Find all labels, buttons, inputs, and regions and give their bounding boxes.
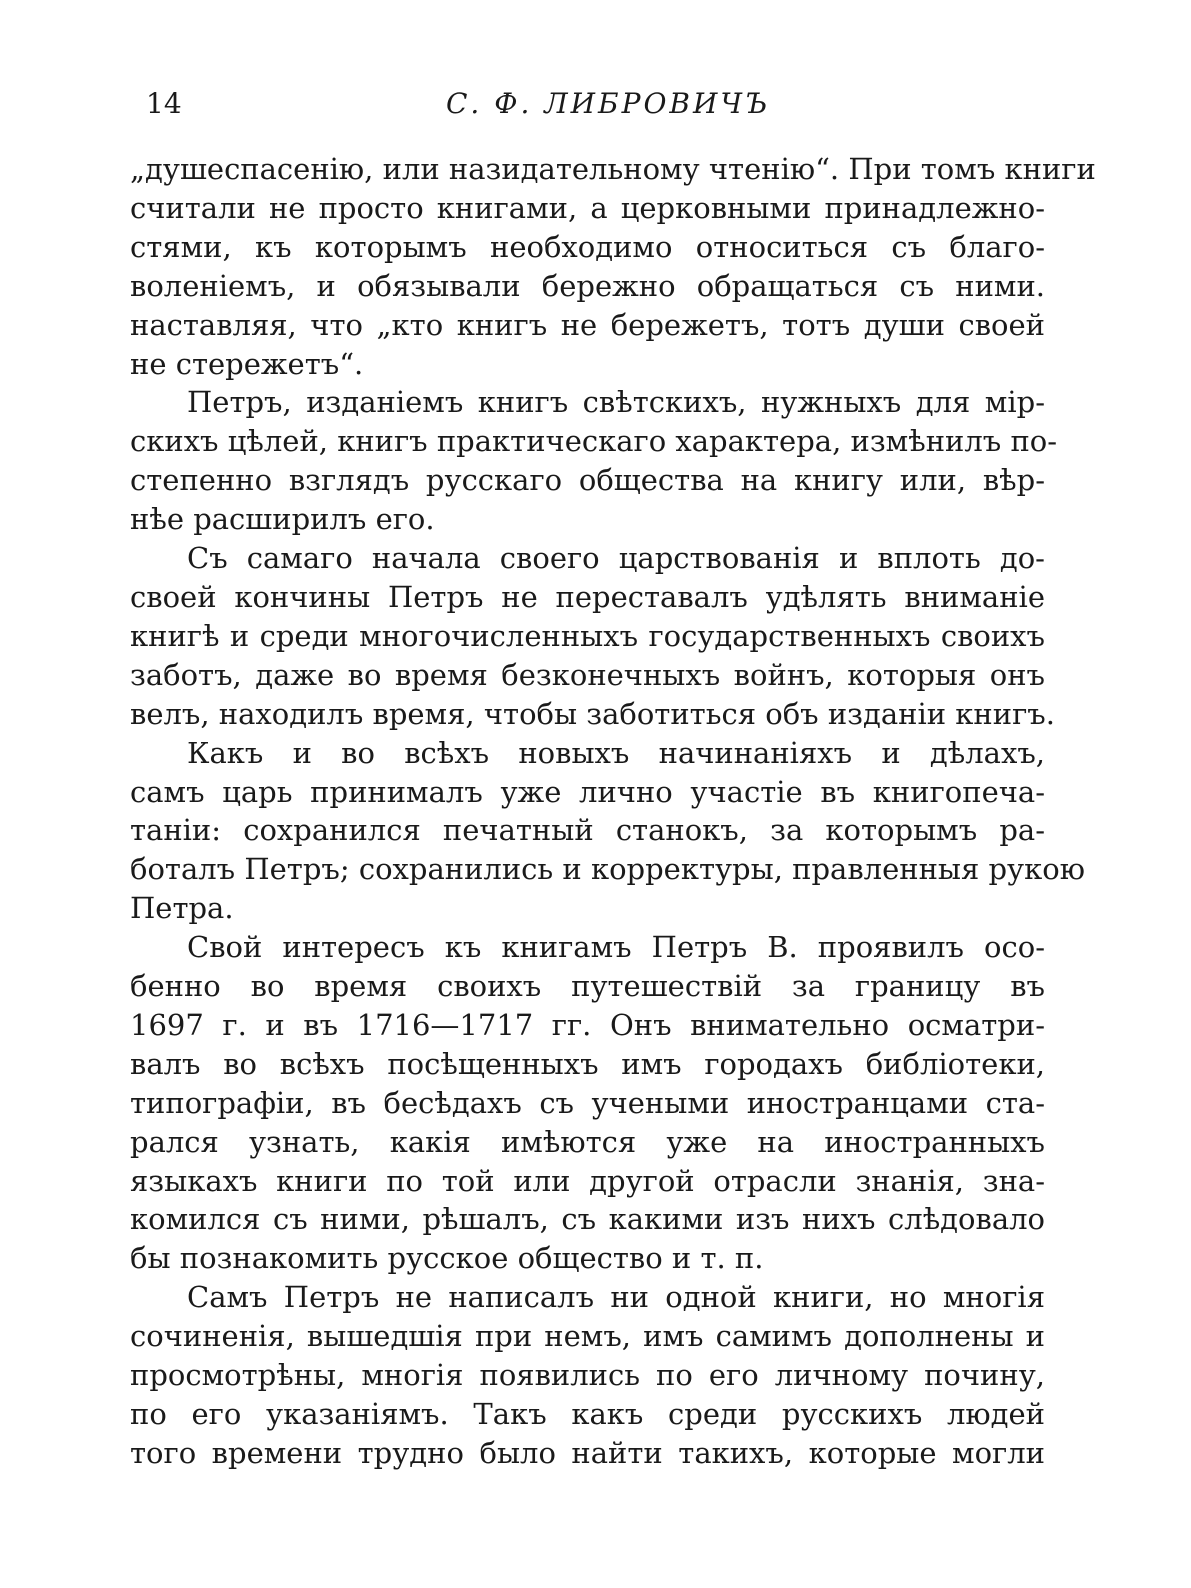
text-line: типографіи, въ бесѣдахъ съ учеными иностранцами ста- — [130, 1085, 1045, 1120]
paragraph — [130, 928, 1045, 1278]
text-line: валъ во всѣхъ посѣщенныхъ имъ городахъ библіотеки, — [130, 1046, 1045, 1081]
text-line: просмотрѣны, многія появились по его личному почину, — [130, 1358, 1045, 1393]
paragraph — [130, 734, 1085, 929]
text-line: книгѣ и среди многочисленныхъ государственныхъ своихъ — [130, 618, 1045, 653]
text-line: того времени трудно было найти такихъ, которые могли — [130, 1435, 1045, 1470]
text-line: стями, къ которымъ необходимо относиться съ благо- — [130, 229, 1045, 264]
text-line: Петръ, изданіемъ книгъ свѣтскихъ, нужныхъ для мір- — [187, 385, 1045, 420]
running-title: С. Ф. ЛИБРОВИЧЪ — [446, 87, 771, 120]
text-line: Какъ и во всѣхъ новыхъ начинаніяхъ и дѣлахъ, — [187, 735, 1045, 770]
text-line: воленіемъ, и обязывали бережно обращаться съ ними. — [130, 268, 1045, 303]
paragraph — [130, 1278, 1045, 1473]
text-line: бенно во время своихъ путешествій за границу въ — [130, 969, 1045, 1004]
text-line: боталъ Петръ; сохранились и корректуры, правленныя рукою — [130, 852, 1085, 887]
page-header — [146, 84, 1046, 124]
text-line: своей кончины Петръ не переставалъ удѣлять вниманіе — [130, 579, 1045, 614]
text-line: самъ царь принималъ уже лично участіе въ книгопеча- — [130, 774, 1045, 809]
text-line: велъ, находилъ время, чтобы заботиться объ изданіи книгъ. — [130, 696, 1055, 731]
text-line: нѣе расширилъ его. — [130, 502, 435, 537]
body-text — [130, 150, 1096, 1473]
text-line: „душеспасенію, или назидательному чтенію“. При томъ книги — [130, 152, 1096, 186]
text-line: таніи: сохранился печатный станокъ, за которымъ ра- — [130, 813, 1045, 848]
text-line: не стережетъ“. — [130, 346, 364, 381]
text-line: 1697 г. и въ 1716—1717 гг. Онъ внимательно осматри- — [130, 1007, 1045, 1042]
paragraph — [130, 539, 1055, 734]
text-line: бы познакомить русское общество и т. п. — [130, 1241, 764, 1276]
text-line: Свой интересъ къ книгамъ Петръ В. проявилъ осо- — [187, 930, 1045, 965]
text-line: Самъ Петръ не написалъ ни одной книги, но многія — [187, 1280, 1045, 1315]
paragraph — [130, 383, 1058, 539]
text-line: сочиненія, вышедшія при немъ, имъ самимъ дополнены и — [130, 1319, 1045, 1354]
text-line: Съ самаго начала своего царствованія и вплоть до- — [187, 541, 1045, 576]
text-line: степенно взглядъ русскаго общества на книгу или, вѣр- — [130, 463, 1045, 498]
text-line: считали не просто книгами, а церковными принадлежно- — [130, 190, 1045, 225]
text-line: рался узнать, какія имѣются уже на иностранныхъ — [130, 1124, 1045, 1159]
paragraph — [130, 150, 1096, 383]
page-number: 14 — [146, 87, 182, 120]
text-line: заботъ, даже во время безконечныхъ войнъ, которыя онъ — [130, 657, 1045, 692]
text-line: языкахъ книги по той или другой отрасли знанія, зна- — [130, 1163, 1045, 1198]
text-line: скихъ цѣлей, книгъ практическаго характера, измѣнилъ по- — [130, 424, 1058, 459]
text-line: наставляя, что „кто книгъ не бережетъ, тотъ души своей — [130, 307, 1045, 342]
text-line: Петра. — [130, 891, 234, 926]
text-line: комился съ ними, рѣшалъ, съ какими изъ нихъ слѣдовало — [130, 1202, 1045, 1237]
text-line: по его указаніямъ. Такъ какъ среди русскихъ людей — [130, 1397, 1045, 1431]
